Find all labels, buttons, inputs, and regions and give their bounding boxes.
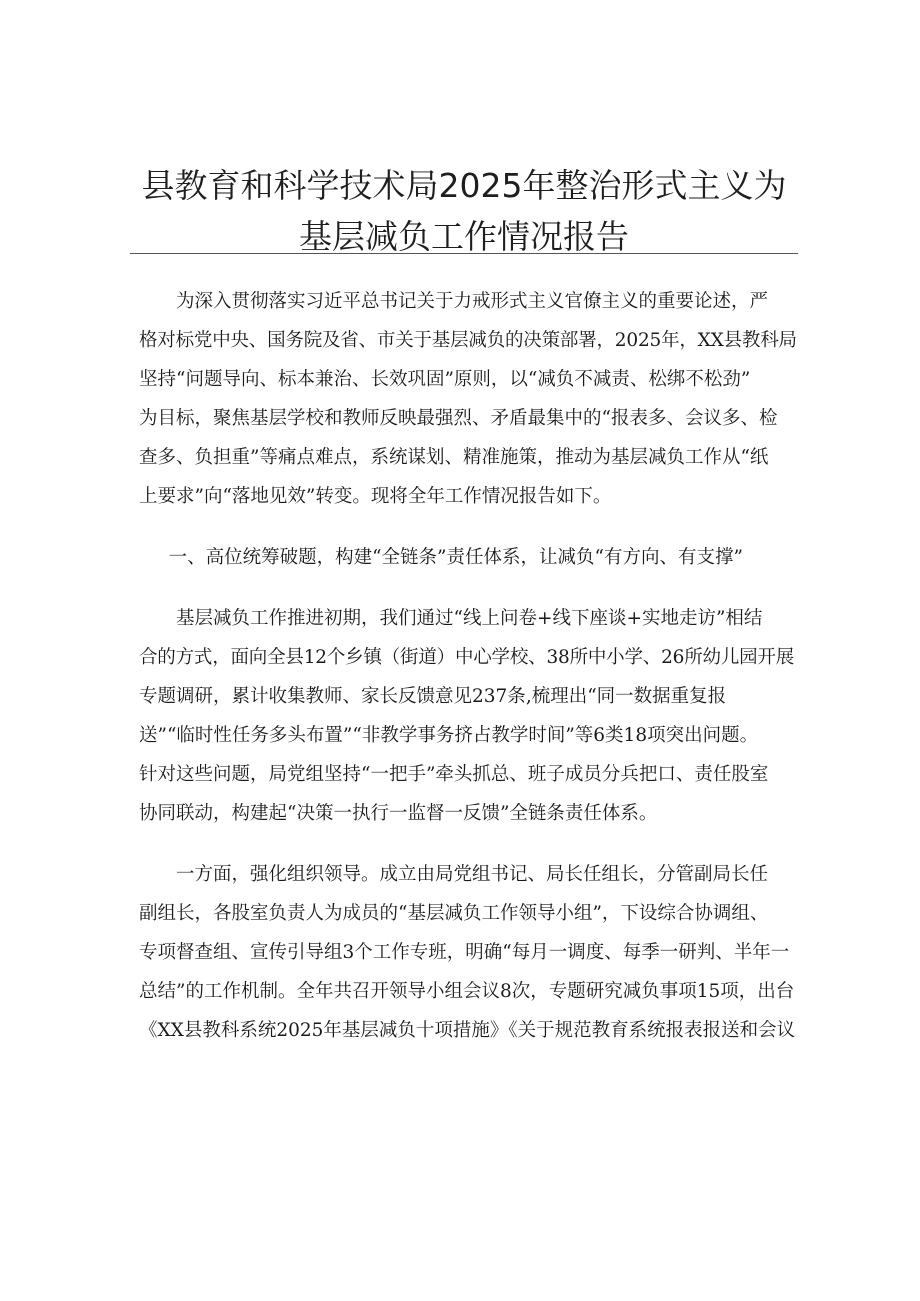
title-line-2: 基层减负工作情况报告 bbox=[299, 217, 629, 256]
research-paragraph bbox=[139, 599, 795, 833]
document-title bbox=[130, 160, 798, 262]
paragraph-line: 副组长，各股室负责人为成员的“基层减负工作领导小组”，下设综合协调组、 bbox=[139, 903, 769, 924]
section-heading-1 bbox=[139, 538, 795, 577]
paragraph-spacer bbox=[139, 833, 795, 855]
document-body bbox=[139, 282, 795, 1050]
section-heading-text: 一、高位统筹破题，构建“全链条”责任体系，让减负“有方向、有支撑” bbox=[168, 547, 743, 568]
paragraph-line: 协同联动，构建起“决策一执行一监督一反馈”全链条责任体系。 bbox=[139, 803, 658, 824]
paragraph-line: 一方面，强化组织领导。成立由局党组书记、局长任组长，分管副局长任 bbox=[176, 864, 769, 885]
paragraph-spacer bbox=[139, 516, 795, 538]
paragraph-line: 《XX县教科系统2025年基层减负十项措施》《关于规范教育系统报表报送和会议 bbox=[139, 1020, 796, 1041]
paragraph-line: 格对标党中央、国务院及省、市关于基层减负的决策部署，2025年，XX县教科局 bbox=[139, 330, 797, 351]
paragraph-line: 专题调研，累计收集教师、家长反馈意见237条,梳理出“同一数据重复报 bbox=[139, 686, 727, 707]
paragraph-line: 专项督查组、宣传引导组3个工作专班，明确“每月一调度、每季一研判、半年一 bbox=[139, 942, 790, 963]
paragraph-line: 总结”的工作机制。全年共召开领导小组会议8次，专题研究减负事项15项，出台 bbox=[139, 981, 795, 1002]
paragraph-line: 针对这些问题，局党组坚持“一把手”牵头抓总、班子成员分兵把口、责任股室 bbox=[139, 764, 769, 785]
paragraph-spacer bbox=[139, 577, 795, 599]
paragraph-line: 上要求”向“落地见效”转变。现将全年工作情况报告如下。 bbox=[139, 486, 612, 507]
paragraph-line: 查多、负担重”等痛点难点，系统谋划、精准施策，推动为基层减负工作从“纸 bbox=[139, 447, 769, 468]
title-divider bbox=[130, 253, 798, 254]
paragraph-line: 送”“临时性任务多头布置”“非教学事务挤占教学时间”等6类18项突出问题。 bbox=[139, 725, 759, 746]
title-line-1: 县教育和科学技术局2025年整治形式主义为 bbox=[141, 166, 787, 205]
paragraph-line: 基层减负工作推进初期，我们通过“线上问卷+线下座谈+实地走访”相结 bbox=[176, 608, 763, 629]
paragraph-line: 为深入贯彻落实习近平总书记关于力戒形式主义官僚主义的重要论述，严 bbox=[176, 291, 769, 312]
intro-paragraph bbox=[139, 282, 795, 516]
paragraph-line: 合的方式，面向全县12个乡镇（街道）中心学校、38所中小学、26所幼儿园开展 bbox=[139, 647, 795, 668]
paragraph-line: 坚持“问题导向、标本兼治、长效巩固”原则，以“减负不减责、松绑不松劲” bbox=[139, 369, 751, 390]
paragraph-line: 为目标，聚焦基层学校和教师反映最强烈、矛盾最集中的“报表多、会议多、检 bbox=[139, 408, 778, 429]
leadership-paragraph bbox=[139, 855, 795, 1050]
